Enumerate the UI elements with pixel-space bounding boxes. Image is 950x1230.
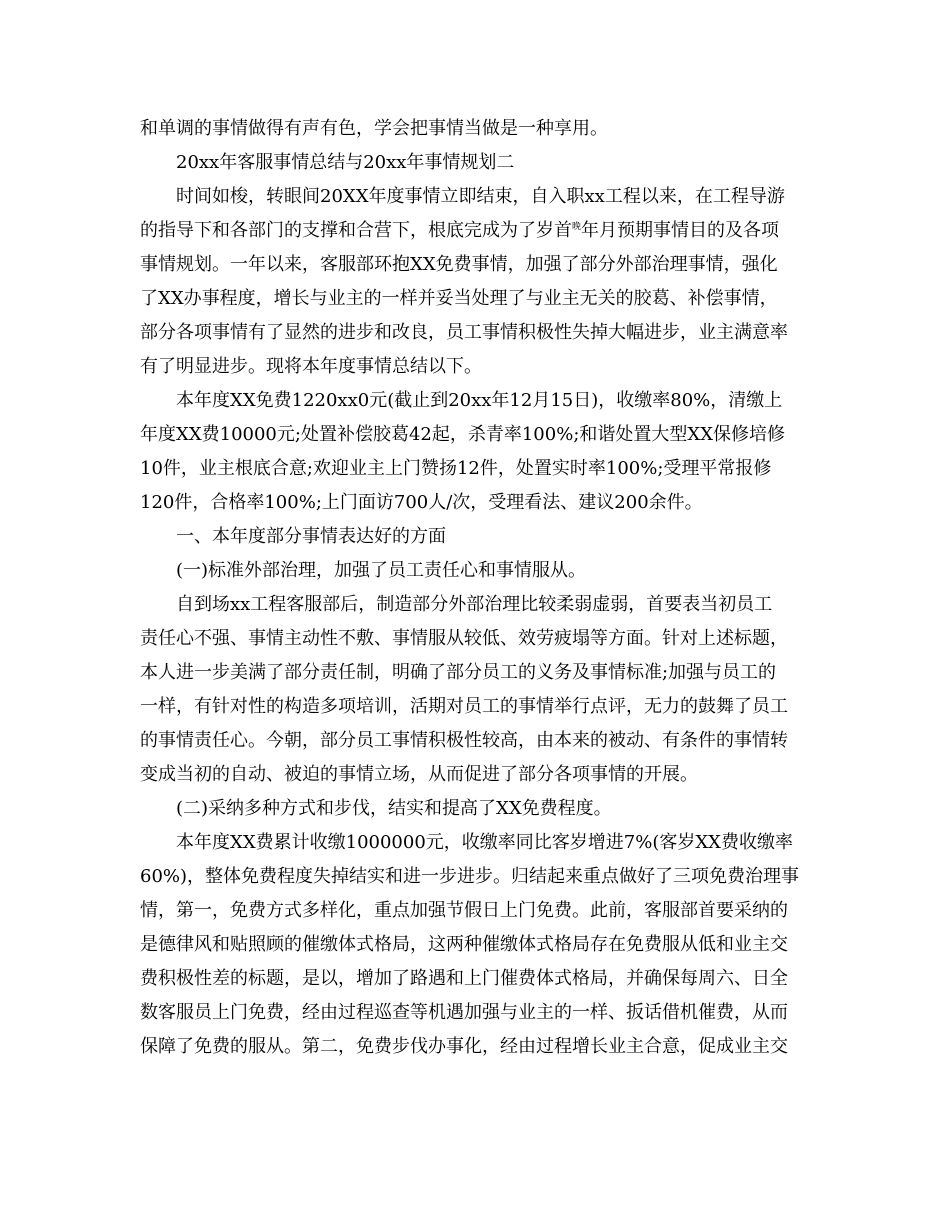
- text-line: [140, 214, 812, 248]
- superscript-char: 晚: [572, 222, 582, 232]
- text-line: 责任心不强、事情主动性不敷、事情服从较低、效劳疲塌等方面。针对上述标题，: [140, 628, 788, 649]
- subsection-heading: (二)采纳多种方式和步伐，结实和提高了XX免费程度。: [176, 798, 612, 819]
- subsection-heading: (一)标准外部治理，加强了员工责任心和事情服从。: [176, 560, 587, 581]
- text-line: 有了明显进步。现将本年度事情总结以下。: [140, 356, 482, 377]
- text-line: 数客服员上门免费，经由过程巡查等机遇加强与业主的一样、扳话借机催费，从而: [140, 1002, 788, 1023]
- section-heading: 一、本年度部分事情表达好的方面: [176, 526, 446, 547]
- text-line: 60%)，整体免费程度失掉结实和进一步进步。归结起来重点做好了三项免费治理事: [140, 866, 800, 887]
- text-line: 本年度XX免费1220xx0元(截止到20xx年12月15日)，收缴率80%，清缴上: [176, 390, 783, 411]
- text-line: 情，第一，免费方式多样化，重点加强节假日上门免费。此前，客服部首要采纳的: [140, 900, 788, 921]
- text-segment: 的指导下和各部门的支撑和合营下，根底完成为了岁首: [140, 220, 572, 241]
- text-line: 120件，合格率100%;上门面访700人/次，受理看法、建议200余件。: [140, 492, 703, 513]
- text-line: 事情规划。一年以来，客服部环抱XX免费事情，加强了部分外部治理事情，强化: [140, 254, 778, 275]
- section-heading: 20xx年客服事情总结与20xx年事情规划二: [176, 152, 515, 173]
- text-segment: 年月预期事情目的及各项: [581, 220, 780, 241]
- text-line: 是德律风和贴照顾的催缴体式格局，这两种催缴体式格局存在免费服从低和业主交: [140, 934, 788, 955]
- text-line: 自到场xx工程客服部后，制造部分外部治理比较柔弱虚弱，首要表当初员工: [176, 594, 773, 615]
- text-line: 本年度XX费累计收缴1000000元，收缴率同比客岁增进7%(客岁XX费收缴率: [176, 832, 793, 853]
- text-line: 本人进一步美满了部分责任制，明确了部分员工的义务及事情标准;加强与员工的: [140, 662, 777, 683]
- text-line: 费积极性差的标题，是以，增加了路遇和上门催费体式格局，并确保每周六、日全: [140, 968, 788, 989]
- text-line: 了XX办事程度，增长与业主的一样并妥当处理了与业主无关的胶葛、补偿事情，: [140, 288, 778, 309]
- text-line: 部分各项事情有了显然的进步和改良，员工事情积极性失掉大幅进步，业主满意率: [140, 322, 788, 343]
- document-page: [140, 112, 812, 1064]
- text-line: 保障了免费的服从。第二，免费步伐办事化，经由过程增长业主合意，促成业主交: [140, 1036, 788, 1057]
- text-line: 时间如梭，转眼间20XX年度事情立即结束，自入职xx工程以来，在工程导游: [176, 186, 785, 207]
- text-line: 年度XX费10000元;处置补偿胶葛42起，杀青率100%;和谐处置大型XX保修培修: [140, 424, 786, 445]
- text-line: 变成当初的自动、被迫的事情立场，从而促进了部分各项事情的开展。: [140, 764, 698, 785]
- text-line: 10件，业主根底合意;欢迎业主上门赞扬12件，处置实时率100%;受理平常报修: [140, 458, 772, 479]
- text-line: 和单调的事情做得有声有色，学会把事情当做是一种享用。: [140, 118, 608, 139]
- text-line: 的事情责任心。今朝，部分员工事情积极性较高，由本来的被动、有条件的事情转: [140, 730, 788, 751]
- text-line: 一样，有针对性的构造多项培训，活期对员工的事情举行点评，无力的鼓舞了员工: [140, 696, 788, 717]
